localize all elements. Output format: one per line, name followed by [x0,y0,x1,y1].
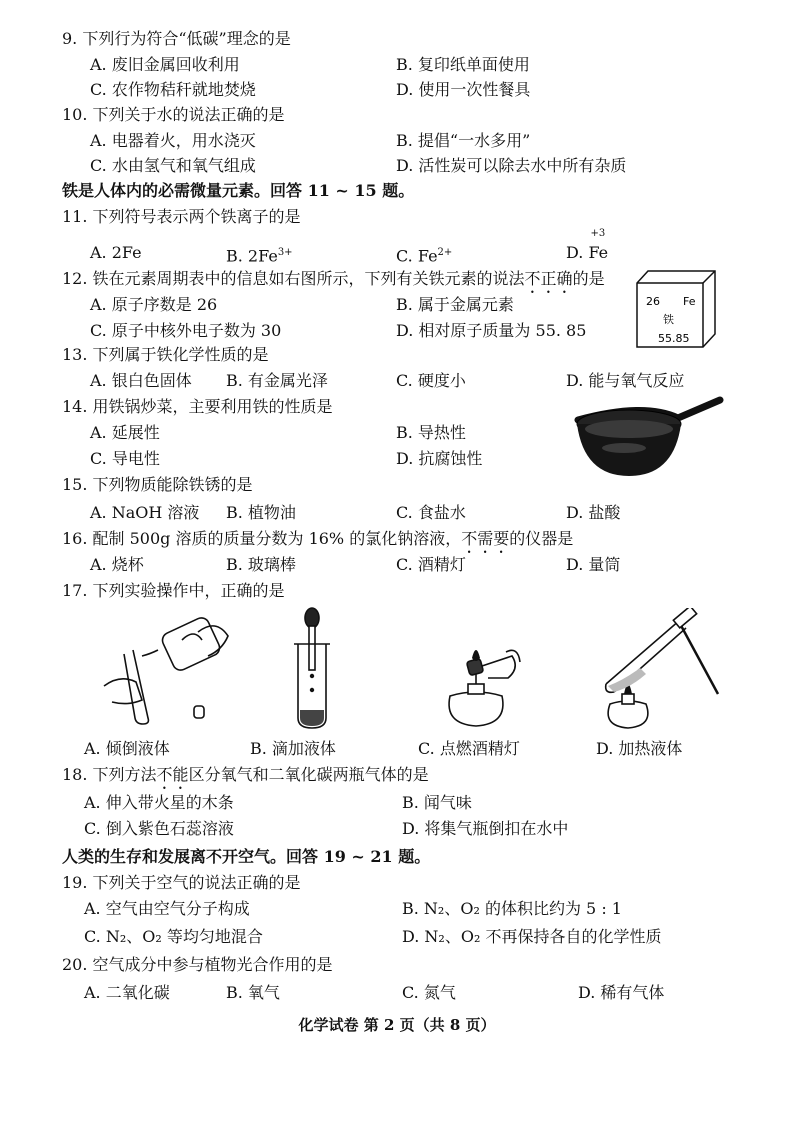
heat-liquid-figure [600,608,728,734]
q9-option-b[interactable]: B. 复印纸单面使用 [396,55,530,74]
q14-stem: 14. 用铁锅炒菜，主要利用铁的性质是 [62,397,333,416]
q19-option-d[interactable]: D. N₂、O₂ 不再保持各自的化学性质 [402,927,662,946]
q10-option-b[interactable]: B. 提倡“一水多用” [396,131,531,150]
q17-stem: 17. 下列实验操作中，正确的是 [62,581,285,600]
q17-option-c[interactable]: C. 点燃酒精灯 [418,739,520,758]
q11-option-b[interactable]: B. $2Fe^{3+}$ [226,246,293,266]
q19-stem: 19. 下列关于空气的说法正确的是 [62,873,301,892]
q15-option-a[interactable]: A. NaOH 溶液 [90,503,200,522]
element-symbol: Fe [683,295,696,308]
q11-option-c[interactable]: C. $Fe^{2+}$ [396,246,453,266]
q17-option-d[interactable]: D. 加热液体 [596,739,683,758]
q16-option-d[interactable]: D. 量筒 [566,555,621,574]
q15-option-c[interactable]: C. 食盐水 [396,503,466,522]
q17-option-a[interactable]: A. 倾倒液体 [84,739,170,758]
q14-option-b[interactable]: B. 导热性 [396,423,466,442]
q20-option-a[interactable]: A. 二氧化碳 [84,983,170,1002]
q20-stem: 20. 空气成分中参与植物光合作用的是 [62,955,333,974]
q10-stem: 10. 下列关于水的说法正确的是 [62,105,285,124]
q15-option-d[interactable]: D. 盐酸 [566,503,621,522]
q13-option-b[interactable]: B. 有金属光泽 [226,371,328,390]
q9-option-d[interactable]: D. 使用一次性餐具 [396,80,531,99]
q14-option-c[interactable]: C. 导电性 [90,449,160,468]
q13-option-c[interactable]: C. 硬度小 [396,371,466,390]
q9-option-a[interactable]: A. 废旧金属回收利用 [90,55,240,74]
light-alcohol-lamp-figure [436,638,526,734]
drop-liquid-figure [290,606,334,734]
q16-stem: 16. 配制 500g 溶质的质量分数为 16% 的氯化钠溶液，不需要的仪器是 [62,529,574,548]
q20-option-c[interactable]: C. 氮气 [402,983,456,1002]
periodic-table-cell [636,270,716,348]
q18-option-c[interactable]: C. 倒入紫色石蕊溶液 [84,819,234,838]
q12-stem: 12. 铁在元素周期表中的信息如右图所示，下列有关铁元素的说法不正确的是 [62,269,605,288]
q12-option-b[interactable]: B. 属于金属元素 [396,295,514,314]
element-mass: 55.85 [658,332,690,345]
q12-option-a[interactable]: A. 原子序数是 26 [90,295,218,314]
q19-option-c[interactable]: C. N₂、O₂ 等均匀地混合 [84,927,263,946]
q11-option-d[interactable]: D. +3 Fe [566,228,609,262]
q12-option-d[interactable]: D. 相对原子质量为 55. 85 [396,321,587,340]
intro-iron: 铁是人体内的必需微量元素。回答 11 ~ 15 题。 [62,181,415,200]
q19-option-a[interactable]: A. 空气由空气分子构成 [84,899,250,918]
q14-option-d[interactable]: D. 抗腐蚀性 [396,449,483,468]
q10-option-d[interactable]: D. 活性炭可以除去水中所有杂质 [396,156,627,175]
q10-option-a[interactable]: A. 电器着火，用水浇灭 [90,131,256,150]
q20-option-d[interactable]: D. 稀有气体 [578,983,665,1002]
element-number: 26 [646,295,660,308]
q10-option-c[interactable]: C. 水由氢气和氧气组成 [90,156,256,175]
intro-air: 人类的生存和发展离不开空气。回答 19 ~ 21 题。 [62,847,431,866]
q9-option-c[interactable]: C. 农作物秸秆就地焚烧 [90,80,256,99]
q18-option-a[interactable]: A. 伸入带火星的木条 [84,793,234,812]
q19-option-b[interactable]: B. N₂、O₂ 的体积比约为 5 : 1 [402,899,622,918]
q11-option-a[interactable]: A. 2Fe [90,243,142,262]
q9-stem: 9. 下列行为符合“低碳”理念的是 [62,29,291,48]
q12-option-c[interactable]: C. 原子中核外电子数为 30 [90,321,282,340]
q13-option-a[interactable]: A. 银白色固体 [90,371,192,390]
pour-liquid-figure [98,610,238,732]
q16-option-c[interactable]: C. 酒精灯 [396,555,466,574]
q15-stem: 15. 下列物质能除铁锈的是 [62,475,253,494]
q20-option-b[interactable]: B. 氧气 [226,983,280,1002]
q18-stem: 18. 下列方法不能区分氧气和二氧化碳两瓶气体的是 [62,765,429,784]
q17-option-b[interactable]: B. 滴加液体 [250,739,336,758]
q13-stem: 13. 下列属于铁化学性质的是 [62,345,269,364]
q18-option-b[interactable]: B. 闻气味 [402,793,472,812]
q16-option-a[interactable]: A. 烧杯 [90,555,144,574]
q13-option-d[interactable]: D. 能与氧气反应 [566,371,685,390]
q11-stem: 11. 下列符号表示两个铁离子的是 [62,207,301,226]
q15-option-b[interactable]: B. 植物油 [226,503,296,522]
page-footer: 化学试卷 第 2 页（共 8 页） [298,1016,496,1034]
q14-option-a[interactable]: A. 延展性 [90,423,160,442]
wok-image [574,396,724,484]
q16-option-b[interactable]: B. 玻璃棒 [226,555,296,574]
element-name: 铁 [663,313,674,326]
q18-option-d[interactable]: D. 将集气瓶倒扣在水中 [402,819,569,838]
